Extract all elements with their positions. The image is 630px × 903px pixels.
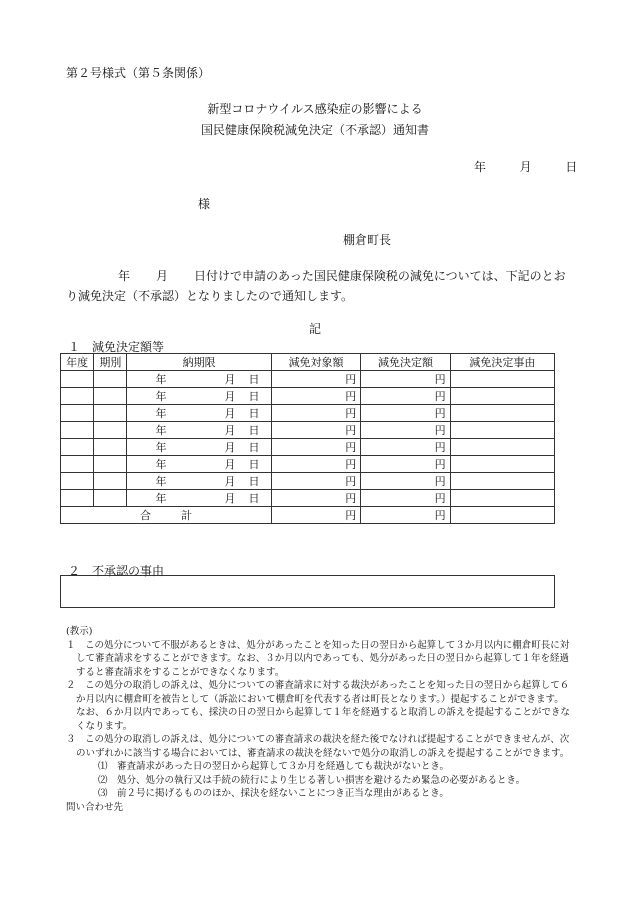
due-day: 日: [248, 390, 260, 403]
due-day: 日: [248, 373, 260, 386]
col-due-date: 納期限: [127, 354, 271, 371]
cell-fiscal-year: [61, 422, 94, 439]
col-reason: 減免決定事由: [450, 354, 554, 371]
cell-target-amount: 円: [271, 388, 360, 405]
cell-due-date: [127, 371, 271, 388]
cell-decided-amount: 円: [361, 405, 450, 422]
cell-target-amount: 円: [271, 456, 360, 473]
due-month: 月: [224, 441, 236, 454]
contact-label: 問い合わせ先: [66, 801, 124, 813]
cell-due-date: [127, 473, 271, 490]
cell-decided-amount: 円: [361, 422, 450, 439]
reduction-table: [60, 353, 555, 524]
cell-reason: [450, 473, 554, 490]
cell-target-amount: 円: [271, 473, 360, 490]
table-row: [61, 388, 555, 405]
cell-fiscal-year: [61, 473, 94, 490]
total-target: 円: [271, 507, 360, 524]
cell-decided-amount: 円: [361, 439, 450, 456]
total-decided: 円: [361, 507, 450, 524]
table-row: [61, 371, 555, 388]
section-2-title: ２ 不承認の事由: [68, 564, 165, 578]
due-year: 年: [155, 373, 167, 386]
body-text: 日付けで申請のあった国民健康保険税の減免については、下記のとおり減免決定（不承認）となりましたので通知します。: [66, 269, 566, 303]
due-month: 月: [224, 373, 236, 386]
cell-fiscal-year: [61, 388, 94, 405]
cell-term: [94, 439, 127, 456]
form-label: 第２号様式（第５条関係）: [66, 66, 211, 80]
cell-reason: [450, 422, 554, 439]
total-label-b: 計: [180, 509, 192, 522]
cell-target-amount: 円: [271, 371, 360, 388]
cell-due-date: [127, 439, 271, 456]
cell-target-amount: 円: [271, 405, 360, 422]
due-year: 年: [155, 475, 167, 488]
due-month: 月: [224, 407, 236, 420]
table-row: [61, 456, 555, 473]
due-day: 日: [248, 424, 260, 437]
due-day: 日: [248, 458, 260, 471]
instruction-notes: [66, 625, 572, 814]
table-row: [61, 490, 555, 507]
due-day: 日: [248, 492, 260, 505]
cell-due-date: [127, 422, 271, 439]
body-year: 年: [118, 269, 131, 283]
due-month: 月: [224, 492, 236, 505]
section-1-title: １ 減免決定額等: [68, 340, 165, 354]
cell-due-date: [127, 405, 271, 422]
cell-reason: [450, 439, 554, 456]
cell-term: [94, 371, 127, 388]
cell-reason: [450, 388, 554, 405]
cell-term: [94, 422, 127, 439]
cell-term: [94, 405, 127, 422]
col-target-amount: 減免対象額: [271, 354, 360, 371]
cell-fiscal-year: [61, 405, 94, 422]
table-row: [61, 439, 555, 456]
title-line-1: 新型コロナウイルス感染症の影響による: [207, 102, 423, 116]
cell-fiscal-year: [61, 439, 94, 456]
issuer-name: 棚倉町長: [343, 233, 392, 247]
col-decided-amount: 減免決定額: [361, 354, 450, 371]
cell-reason: [450, 371, 554, 388]
cell-fiscal-year: [61, 490, 94, 507]
cell-reason: [450, 490, 554, 507]
cell-decided-amount: 円: [361, 371, 450, 388]
cell-target-amount: 円: [271, 490, 360, 507]
col-fiscal-year: 年度: [61, 354, 94, 371]
due-month: 月: [224, 458, 236, 471]
due-day: 日: [248, 441, 260, 454]
notice-body: [66, 266, 566, 306]
title-line-2: 国民健康保険税減免決定（不承認）通知書: [200, 123, 429, 137]
due-month: 月: [224, 390, 236, 403]
total-label: [61, 507, 272, 524]
due-year: 年: [155, 458, 167, 471]
table-row: [61, 473, 555, 490]
denial-reason-box: [60, 575, 555, 608]
note-item: １ この処分について不服があるときは、処分があったことを知った日の翌日から起算して３か月以内に棚倉町長に対して審査請求をすることができます。なお、３か月以内であっても、処分があった日の翌日から起算して１年を経過すると審査請求をすることができなくなります。: [66, 639, 570, 678]
cell-term: [94, 473, 127, 490]
due-year: 年: [155, 407, 167, 420]
col-term: 期別: [94, 354, 127, 371]
cell-term: [94, 456, 127, 473]
cell-decided-amount: 円: [361, 490, 450, 507]
cell-reason: [450, 405, 554, 422]
cell-target-amount: 円: [271, 439, 360, 456]
table-row: [61, 422, 555, 439]
cell-decided-amount: 円: [361, 388, 450, 405]
due-month: 月: [224, 475, 236, 488]
cell-due-date: [127, 388, 271, 405]
total-reason: [450, 507, 554, 524]
note-subitem: ⑴ 審査請求があった日の翌日から起算して３か月を経過しても裁決がないとき。: [98, 761, 450, 772]
due-year: 年: [155, 424, 167, 437]
due-month: 月: [224, 424, 236, 437]
cell-term: [94, 388, 127, 405]
note-subitem: ⑶ 前２号に掲げるもののほか、採決を経ないことにつき正当な理由があるとき。: [98, 788, 449, 799]
due-day: 日: [248, 475, 260, 488]
cell-fiscal-year: [61, 456, 94, 473]
note-item: ２ この処分の取消しの訴えは、処分についての審査請求に対する裁決があったことを知った日の翌日から起算して６か月以内に棚倉町を被告として（訴訟において棚倉町を代表する者は町長となります。）提起することができます。なお、６か月以内であっても、採決の日の翌日から起算して１年を経過すると取消しの訴えを提起することができなくなります。: [66, 680, 570, 732]
note-subitem: ⑵ 処分、処分の執行又は手続の続行により生じる著しい損害を避けるため緊急の必要があるとき。: [98, 774, 526, 786]
total-row: [61, 507, 555, 524]
cell-reason: [450, 456, 554, 473]
cell-term: [94, 490, 127, 507]
date-month: 月: [519, 160, 532, 174]
due-year: 年: [155, 390, 167, 403]
cell-target-amount: 円: [271, 422, 360, 439]
cell-due-date: [127, 490, 271, 507]
issue-date: [474, 158, 577, 175]
due-day: 日: [248, 407, 260, 420]
note-item: ３ この処分の取消しの訴えは、処分についての審査請求の裁決を経た後でなければ提起することができませんが、次のいずれかに該当する場合においては、審査請求の裁決を経ないで処分の取消しの訴えを提起することができます。: [66, 734, 570, 759]
due-year: 年: [155, 441, 167, 454]
cell-due-date: [127, 456, 271, 473]
table-header-row: [61, 354, 555, 371]
date-day: 日: [565, 160, 578, 174]
total-label-a: 合: [139, 509, 151, 522]
cell-fiscal-year: [61, 371, 94, 388]
date-year: 年: [474, 160, 487, 174]
cell-decided-amount: 円: [361, 473, 450, 490]
body-month: 月: [156, 269, 169, 283]
addressee-suffix: 様: [198, 197, 211, 211]
notes-heading: (教示): [66, 626, 93, 637]
ki-heading: 記: [308, 322, 321, 336]
cell-decided-amount: 円: [361, 456, 450, 473]
table-row: [61, 405, 555, 422]
due-year: 年: [155, 492, 167, 505]
